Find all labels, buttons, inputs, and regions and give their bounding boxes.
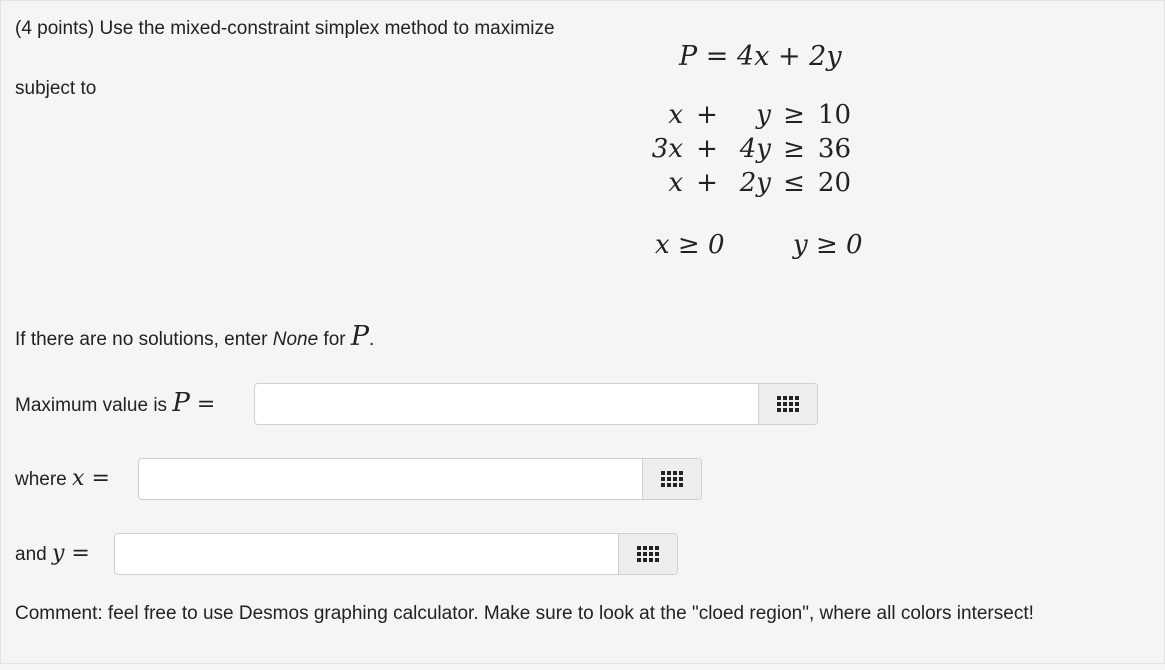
constraint-rhs: 36	[817, 134, 851, 164]
nonneg-y: y ≥ 0	[793, 230, 863, 260]
constraint-op: +	[696, 134, 718, 164]
comment-text: Comment: feel free to use Desmos graphing calculator. Make sure to look at the "cloed region", where all colors intersect!	[15, 603, 1034, 624]
x-answer-input[interactable]	[139, 459, 643, 499]
keypad-grid-icon	[661, 471, 683, 487]
constraint-row	[645, 98, 851, 132]
x-keypad-button[interactable]	[643, 459, 701, 499]
no-solution-var: P	[350, 321, 370, 352]
constraint-op: +	[696, 168, 718, 198]
constraint-term-a: x	[668, 168, 683, 198]
constraint-relation: ≤	[783, 168, 805, 198]
constraint-term-a: x	[668, 100, 683, 130]
constraint-term-b: y	[756, 100, 771, 130]
p-variable: P	[172, 388, 190, 418]
question-intro: (4 points) Use the mixed-constraint simplex method to maximize	[15, 18, 555, 39]
subject-to-label: subject to	[15, 78, 97, 99]
x-answer-box	[138, 458, 702, 500]
no-solution-prefix: If there are no solutions, enter	[15, 329, 273, 350]
constraint-relation: ≥	[783, 100, 805, 130]
constraint-row	[645, 166, 851, 200]
no-solution-keyword: None	[272, 329, 319, 350]
p-keypad-button[interactable]	[759, 384, 817, 424]
constraint-term-a: 3x	[651, 134, 683, 164]
no-solution-note	[15, 321, 375, 352]
y-variable: y	[51, 541, 65, 566]
constraint-term-b: 4y	[739, 134, 771, 164]
x-answer-label: where x =	[15, 466, 110, 491]
constraint-rhs: 10	[817, 100, 851, 130]
keypad-grid-icon	[637, 546, 659, 562]
constraints-table	[645, 98, 851, 200]
p-answer-box	[254, 383, 818, 425]
p-answer-label: Maximum value is P =	[15, 388, 216, 418]
no-solution-mid: for	[318, 329, 351, 350]
p-answer-input[interactable]	[255, 384, 759, 424]
x-variable: x	[72, 466, 85, 491]
y-answer-box	[114, 533, 678, 575]
y-keypad-button[interactable]	[619, 534, 677, 574]
constraint-row	[645, 132, 851, 166]
constraint-rhs: 20	[817, 168, 851, 198]
keypad-grid-icon	[777, 396, 799, 412]
y-answer-input[interactable]	[115, 534, 619, 574]
objective-function: P = 4x + 2y	[679, 41, 842, 72]
no-solution-end: .	[369, 329, 375, 350]
y-answer-label: and y =	[15, 541, 90, 566]
nonneg-x: x ≥ 0	[655, 230, 725, 260]
constraint-term-b: 2y	[739, 168, 771, 198]
constraint-relation: ≥	[783, 134, 805, 164]
constraint-op: +	[696, 100, 718, 130]
